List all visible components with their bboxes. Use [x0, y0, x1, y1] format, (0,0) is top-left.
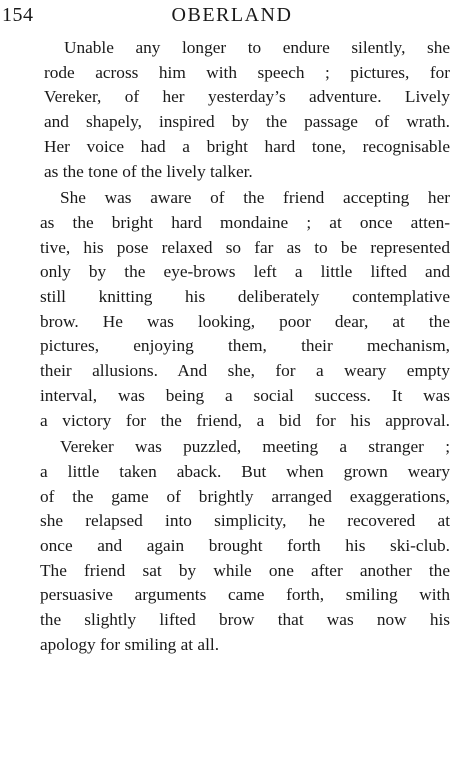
text-line: rode across him with speech ; pictures, for: [44, 62, 450, 82]
text-line: Her voice had a bright hard tone, recognisable: [44, 136, 450, 156]
text-line: a victory for the friend, a bid for his approval.: [40, 410, 450, 430]
page-number: 154: [2, 4, 34, 26]
text-line: still knitting his deliberately contemplative: [40, 287, 450, 307]
body-text: [24, 36, 448, 658]
paragraph-3: [20, 435, 450, 657]
text-line: and shapely, inspired by the passage of wrath.: [44, 112, 450, 132]
text-line: once and again brought forth his ski-club.: [40, 536, 450, 556]
text-line: The friend sat by while one after another the: [40, 560, 450, 580]
text-line: their allusions. And she, for a weary empty: [40, 361, 450, 381]
text-line: brow. He was looking, poor dear, at the: [40, 311, 450, 331]
text-line: only by the eye-brows left a little lifted and: [40, 262, 450, 282]
text-line: apology for smiling at all.: [40, 634, 220, 654]
text-line: as the tone of the lively talker.: [44, 161, 253, 181]
text-line: persuasive arguments came forth, smiling with: [40, 585, 450, 605]
text-line: Unable any longer to endure silently, she: [64, 38, 450, 57]
paragraph-2: [20, 186, 450, 433]
text-line: a little taken aback. But when grown weary: [40, 461, 450, 481]
text-line: She was aware of the friend accepting her: [60, 188, 450, 208]
text-line: interval, was being a social success. It was: [40, 385, 450, 405]
running-title: OBERLAND: [171, 4, 293, 26]
text-line: of the game of brightly arranged exaggerations,: [40, 486, 450, 506]
text-line: the slightly lifted brow that was now his: [40, 610, 450, 630]
paragraph-1: [20, 36, 450, 184]
text-line: tive, his pose relaxed so far as to be represented: [40, 237, 450, 257]
text-line: as the bright hard mondaine ; at once atten-: [40, 212, 450, 232]
text-line: Vereker was puzzled, meeting a stranger ;: [60, 437, 450, 457]
text-line: pictures, enjoying them, their mechanism,: [40, 336, 450, 356]
running-head: [0, 4, 464, 30]
text-line: Vereker, of her yesterday’s adventure. Lively: [44, 87, 450, 107]
text-line: she relapsed into simplicity, he recovered at: [40, 511, 450, 531]
